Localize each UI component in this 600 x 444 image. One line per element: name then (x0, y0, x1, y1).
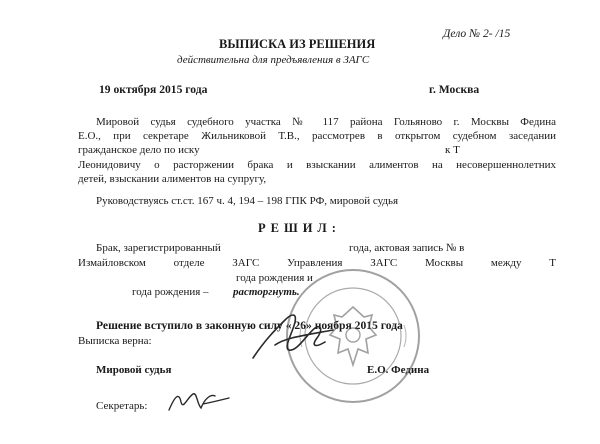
body-line: Руководствуясь ст.ст. 167 ч. 4, 194 – 198 ГПК РФ, мировой судья (96, 195, 399, 207)
resolution-heading: РЕШИЛ: (258, 221, 341, 235)
resolution-line: года, актовая запись № в (349, 242, 465, 254)
body-line: Е.О., при секретаре Жильниковой Т.В., рассмотрев в открытом судебном заседании (78, 130, 556, 142)
body-line: детей, взыскании алиментов на супругу, (78, 173, 267, 185)
resolution-line: года рождения – (132, 286, 209, 298)
case-number: Дело № 2- /15 (443, 27, 511, 40)
body-line: гражданское дело по иску (78, 144, 200, 156)
document-subtitle: действительна для предъявления в ЗАГС (177, 54, 370, 66)
secretary-label: Секретарь: (96, 400, 148, 412)
judge-name: Е.О. Федина (367, 364, 430, 376)
body-line: к Т (445, 144, 460, 156)
document-title: ВЫПИСКА ИЗ РЕШЕНИЯ (219, 37, 376, 51)
resolution-line: Брак, зарегистрированный (96, 242, 221, 254)
effective-date-line: Решение вступило в законную силу « 26» ноября 2015 года (96, 319, 403, 332)
decision-city: г. Москва (429, 83, 480, 96)
resolution-verdict: расторгнуть. (233, 286, 300, 298)
resolution-line: года рождения и (236, 272, 313, 284)
judge-signature-icon (245, 300, 340, 370)
resolution-line: Измайловском отделе ЗАГС Управления ЗАГС Москвы между Т (78, 257, 556, 269)
body-line: Мировой судья судебного участка № 117 района Гольяново г. Москвы Федина (96, 116, 556, 128)
body-line: Леонидовичу о расторжении брака и взыскании алиментов на несовершеннолетних (78, 159, 556, 171)
judge-label: Мировой судья (96, 364, 172, 376)
true-copy-label: Выписка верна: (78, 335, 152, 347)
decision-date: 19 октября 2015 года (99, 83, 208, 96)
secretary-signature-icon (163, 388, 233, 416)
